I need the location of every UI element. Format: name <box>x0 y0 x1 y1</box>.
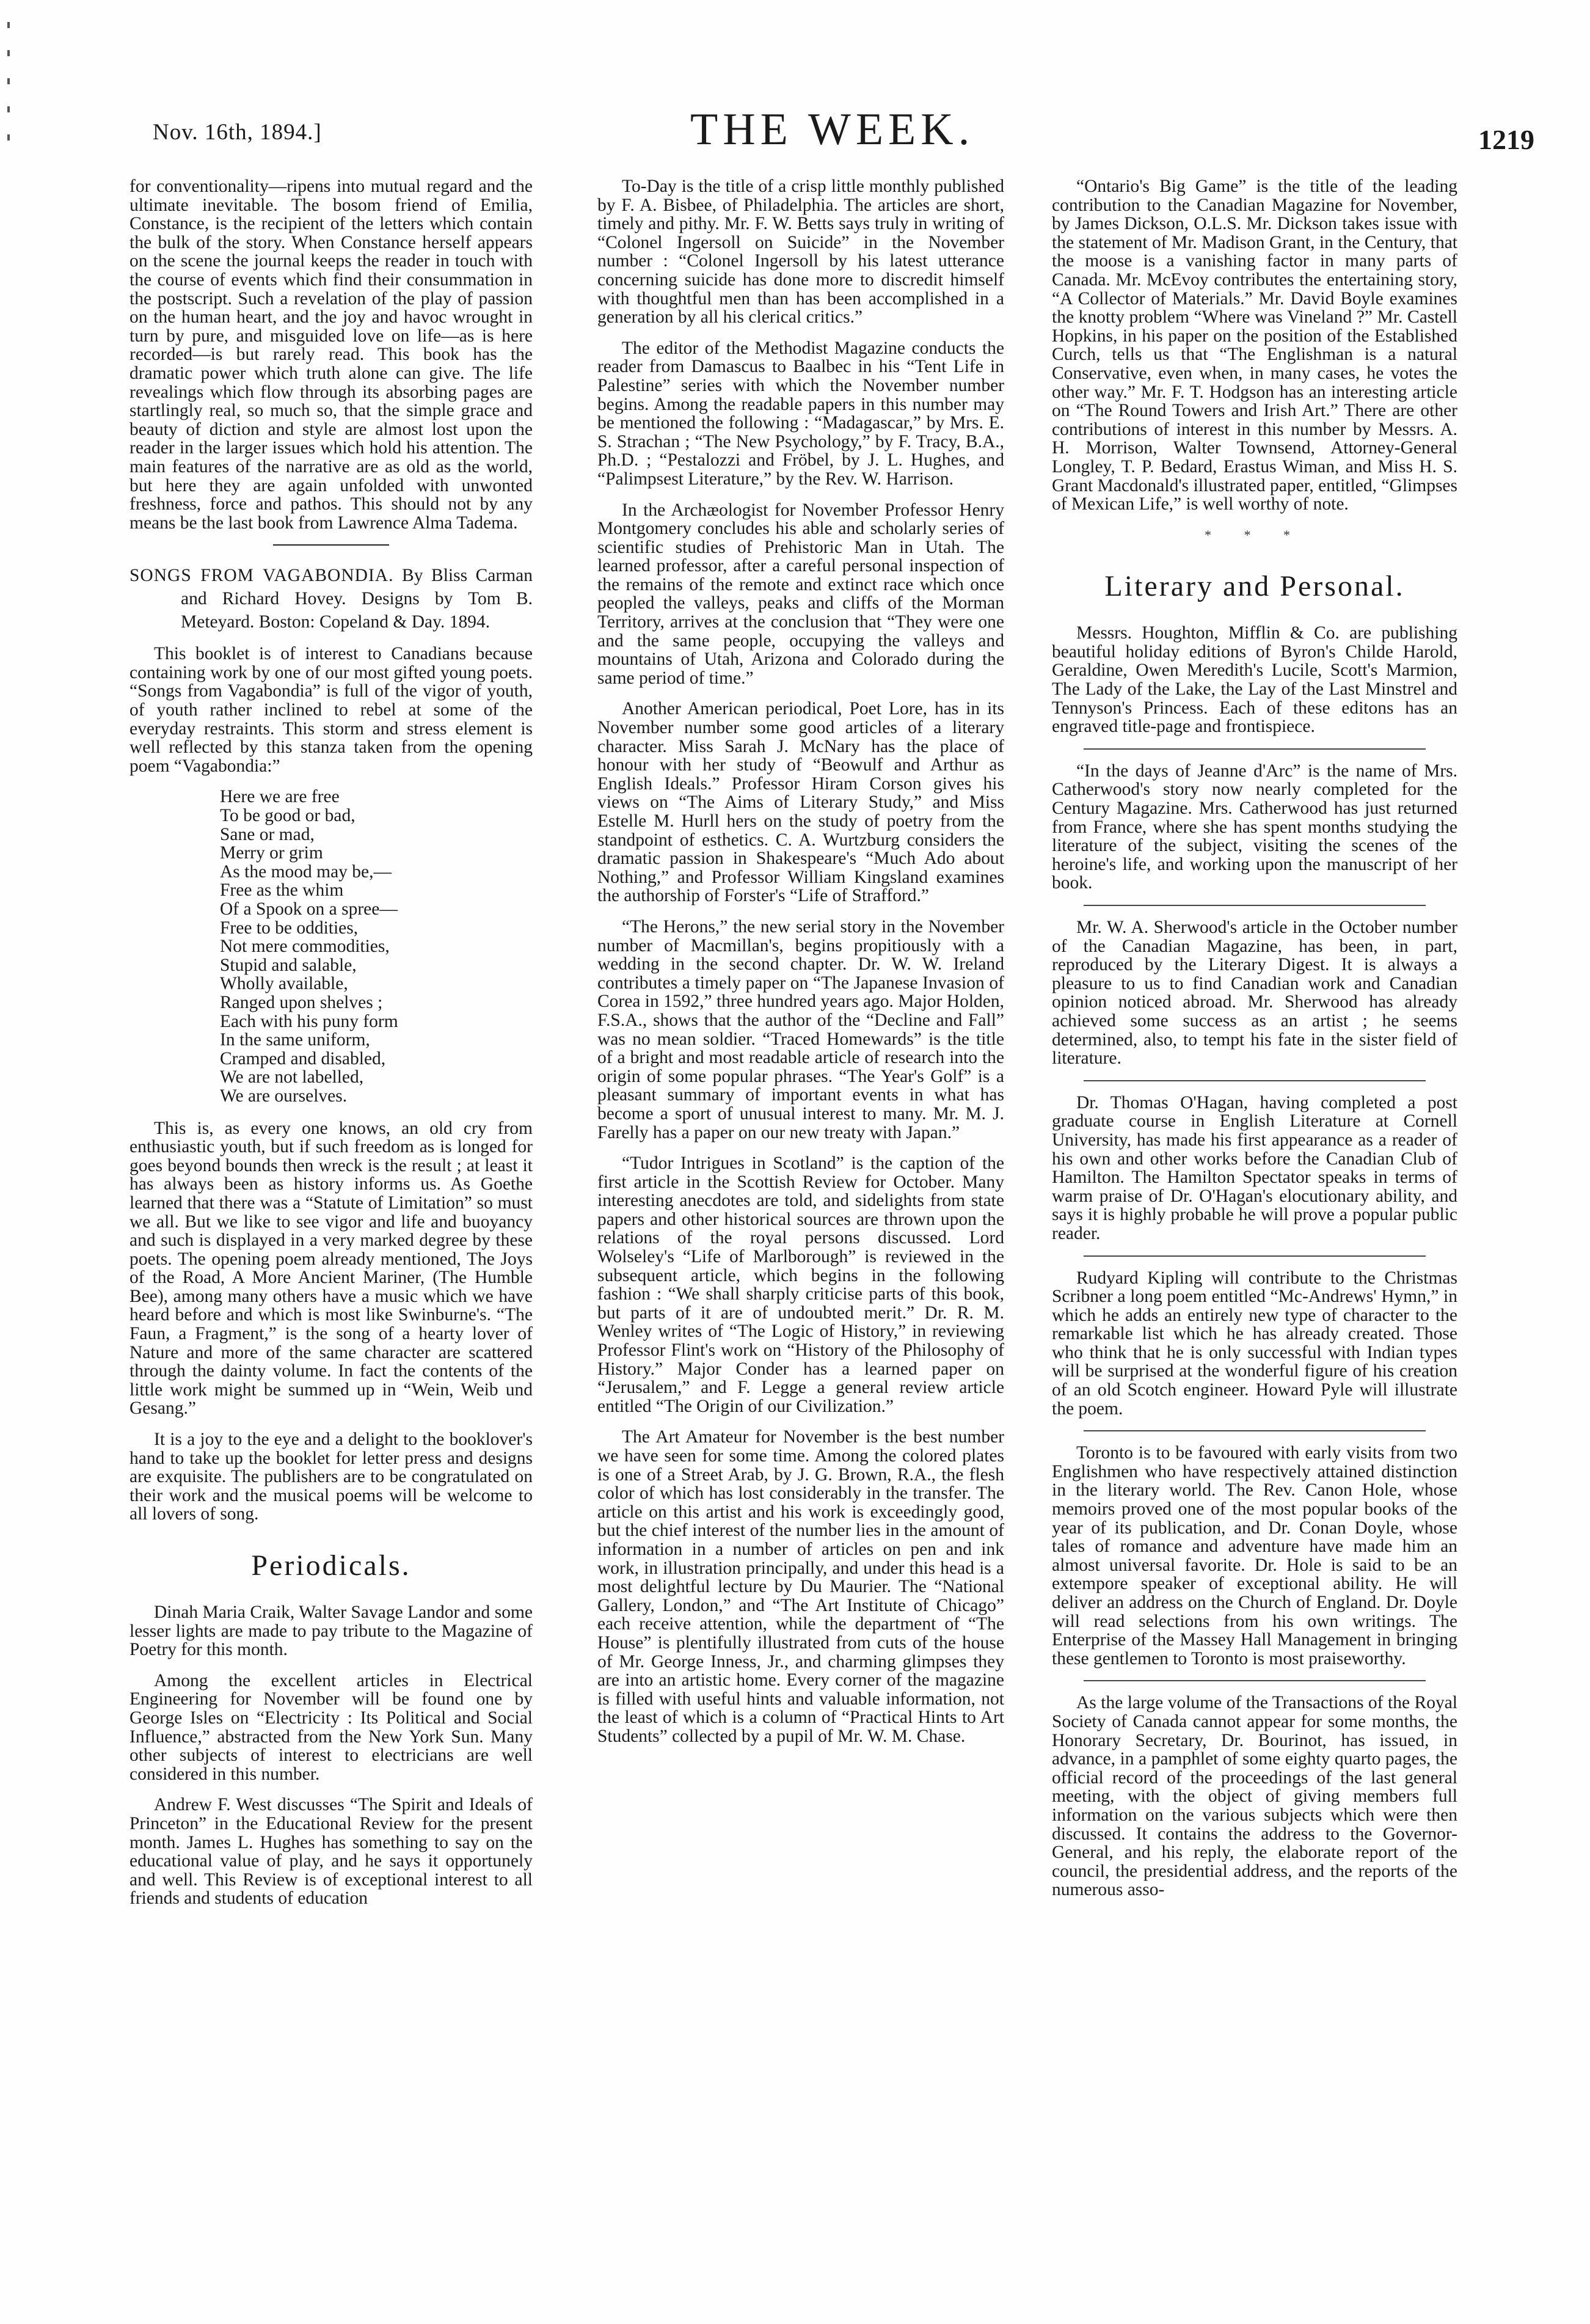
poem-line: Of a Spook on a spree— <box>220 899 398 919</box>
paragraph: “In the days of Jeanne d'Arc” is the name of Mrs. Catherwood's story now nearly completed for the Century Magazine. Mrs. Catherwood has just returned from France, where she has spent months studying the literature of the subject, visiting the scenes of the heroine's life, and working upon the manuscript of her book. <box>1052 761 1457 893</box>
paragraph: Mr. W. A. Sherwood's article in the October number of the Canadian Magazine, has been, in part, reproduced by the Literary Digest. It is always a pleasure to us to find Canadian work and Canadian opinion noticed abroad. Mr. Sherwood has already achieved some success as an artist ; he seems determined, also, to tempt his fate in the sister field of literature. <box>1052 918 1457 1069</box>
paragraph: Among the excellent articles in Electrical Engineering for November will be found one by George Isles on “Electricity : Its Political and Social Influence,” abstracted from the New York Sun. Many other subjects of interest to electricians are well considered in this number. <box>129 1670 533 1784</box>
section-heading-periodicals: Periodicals. <box>251 1549 411 1582</box>
poem-line: Not mere commodities, <box>220 937 390 957</box>
poem-line: Stupid and salable, <box>220 955 357 975</box>
divider <box>1084 748 1426 750</box>
poem-line: Free as the whim <box>220 880 344 901</box>
column-3 <box>1052 177 1457 1912</box>
poem-line: Free to be oddities, <box>220 918 359 938</box>
paragraph: The Art Amateur for November is the best number we have seen for some time. Among the colored plates is one of a Street Arab, by J. G. Brown, R.A., the flesh color of which has lost considerably in the transfer. The article on this artist and his work is exceedingly good, but the chief interest of the number lies in the amount of information in a number of articles on pen and ink work, in illustration principally, and under this head is a most delightful lecture by Du Maurier. The “National Gallery, London,” and “The Art Institute of Chicago” each receive attention, while the department of “The House” is plentifully illustrated from cuts of the house of Mr. George Inness, Jr., and charming glimpses they are into an artistic home. Every corner of the magazine is filled with useful hints and valuable information, not the least of which is a column of “Practical Hints to Art Students” collected by a pupil of Mr. W. M. Chase. <box>597 1427 1004 1746</box>
poem-line: Wholly available, <box>220 974 348 994</box>
paragraph: This is, as every one knows, an old cry from enthusiastic youth, but if such freedom as is longed for goes beyond bounds then wreck is the result ; at least it has always been as history informs us. As Goethe learned that there was a “Statute of Limitation” so must we all. But we like to see vigor and life and buoyancy and such is displayed in a very marked degree by these poets. The opening poem already mentioned, The Joys of the Road, A More Ancient Mariner, (The Humble Bee), among many others have a music which we have heard before and which is most like Swinburne's. “The Faun, a Fragment,” is the song of a hearty lover of Nature and more of the same character are scattered through the dainty volume. In fact the contents of the little work might be summed up in “Wein, Weib und Gesang.” <box>129 1118 533 1419</box>
divider <box>1084 905 1426 906</box>
paragraph: Another American periodical, Poet Lore, has in its November number some good articles of a literary character. Miss Sarah J. McNary has the place of honour with her study of “Beowulf and Arthur as English Ideals.” Professor Hiram Corson gives his views on “The Aims of Literary Study,” and Miss Estelle M. Hurll hers on the study of poetry from the standpoint of esthetics. C. A. Wurtzburg considers the dramatic passion in Shakespeare's “Much Ado about Nothing,” and Professor William Kingsland examines the authorship of Forster's “Life of Strafford.” <box>597 699 1004 906</box>
poem-line: Merry or grim <box>220 843 323 863</box>
paragraph: “Tudor Intrigues in Scotland” is the caption of the first article in the Scottish Review for October. Many interesting anecdotes are told, and sidelights from state papers and other historical sources are thrown upon the relations of the royal persons discussed. Lord Wolseley's “Life of Marlborough” is reviewed in the subsequent article, which begins in the following fashion : “We shall sharply criticise parts of this book, but parts of it are of undoubted merit.” Dr. R. M. Wenley writes of “The Logic of History,” in reviewing Professor Flint's work on “History of the Philosophy of History.” Major Conder has a learned paper on “Jerusalem,” and F. Legge a general review article entitled “The Origin of our Civilization.” <box>597 1153 1004 1416</box>
divider <box>1084 1430 1426 1431</box>
poem-line: Sane or mad, <box>220 824 315 844</box>
paragraph: “The Herons,” the new serial story in the November number of Macmillan's, begins propitiously with a wedding in the second chapter. Dr. W. W. Ireland contributes a timely paper on “The Japanese Invasion of Corea in 1592,” three hundred years ago. Major Holden, F.S.A., shows that the author of the “Decline and Fall” was no mean soldier. “Traced Homewards” is the title of a bright and most readable article of research into the origin of some popular phrases. “The Year's Golf” is a pleasant summary of important events in what has become a sport of unusual interest to many. Mr. M. J. Farelly has a paper on our new treaty with Japan.” <box>597 916 1004 1142</box>
poem-line: To be good or bad, <box>220 806 356 826</box>
paragraph: Messrs. Houghton, Mifflin & Co. are publishing beautiful holiday editions of Byron's Childe Harold, Geraldine, Owen Meredith's Lucile, Scott's Marmion, The Lady of the Lake, the Lay of the Last Minstrel and Tennyson's Princess. Each of these editons has an engraved title-page and frontispiece. <box>1052 623 1457 737</box>
divider <box>1084 1680 1426 1681</box>
book-info: By Bliss Carman and Richard Hovey. Designs by Tom B. Meteyard. Boston: Copeland & Day. 1894. <box>181 566 533 632</box>
poem-stanza <box>220 787 533 1105</box>
paragraph: Rudyard Kipling will contribute to the Christmas Scribner a long poem entitled “Mc-Andrews' Hymn,” in which he adds an entirely new type of character to the remarkable list which he has already created. Those who think that he is only successful with Indian types will be surprised at the wonderful figure of his creation of an old Scotch engineer. Howard Pyle will illustrate the poem. <box>1052 1268 1457 1419</box>
review-continuation: for conventionality—ripens into mutual regard and the ultimate inevitable. The bosom friend of Emilia, Constance, is the recipient of the letters which contain the bulk of the story. When Constance herself appears on the scene the journal keeps the reader in touch with the course of events which find their consummation in the postscript. Such a revelation of the play of passion on the human heart, and the joy and havoc wrought in turn by pure, and misguided love on life—as is here recorded—is but rarely read. This book has the dramatic power which truth alone can give. The life revealings which flow through its absorbing pages are startlingly real, so much so, that the simple grace and beauty of diction and style are almost lost upon the reader in the larger issues which hold his attention. The main features of the narrative are as old as the world, but here they are again unfolded with unwonted freshness, force and pathos. This should not by any means be the last book from Lawrence Alma Tadema. <box>129 177 533 533</box>
paragraph: This booklet is of interest to Canadians because containing work by one of our most gifted young poets. “Songs from Vagabondia” is full of the vigor of youth, of youth rather inclined to rebel at some of the everyday restraints. This storm and stress element is well reflected by this stanza taken from the opening poem “Vagabondia:” <box>129 644 533 776</box>
divider <box>1084 1255 1426 1257</box>
book-review-heading <box>129 564 533 634</box>
divider <box>273 544 389 546</box>
page-header <box>0 0 1590 159</box>
section-heading-literary: Literary and Personal. <box>1104 570 1405 603</box>
poem-line: In the same uniform, <box>220 1030 370 1050</box>
paragraph: It is a joy to the eye and a delight to the booklover's hand to take up the booklet for letter press and designs are exquisite. The publishers are to be congratulated on their work and the musical poems will be welcome to all lovers of song. <box>129 1430 533 1524</box>
poem-line: We are ourselves. <box>220 1086 348 1106</box>
paragraph: In the Archæologist for November Professor Henry Montgomery concludes his able and scholarly series of scientific studies of Prehistoric Man in Utah. The learned professor, after a careful personal inspection of the remains of the remote and extinct race which once peopled the valleys, peaks and cliffs of the Morman Territory, arrives at the conclusion that “They were one and the same people, occupying the valleys and mountains of Utah, Arizona and Colorado during the same period of time.” <box>597 500 1004 688</box>
paragraph: The editor of the Methodist Magazine conducts the reader from Damascus to Baalbec in his “Tent Life in Palestine” series with which the November number begins. Among the readable papers in this number may be mentioned the following : “Madagascar,” by Mrs. E. S. Strachan ; “The New Psychology,” by F. Tracy, B.A., Ph.D. ; “Pestalozzi and Fröbel, by J. L. Hughes, and “Palimpsest Literature,” by the Rev. W. Harrison. <box>597 338 1004 489</box>
journal-title: THE WEEK. <box>690 104 975 155</box>
paragraph: Dr. Thomas O'Hagan, having completed a post graduate course in English Literature at Cornell University, has made his first appearance as a reader of his own and other works before the Canadian Club of Hamilton. The Hamilton Spectator speaks in terms of warm praise of Dr. O'Hagan's elocutionary ability, and says it is highly probable he will prove a popular public reader. <box>1052 1092 1457 1243</box>
poem-line: As the mood may be,— <box>220 861 392 882</box>
paragraph: “Ontario's Big Game” is the title of the leading contribution to the Canadian Magazine for November, by James Dickson, O.L.S. Mr. Dickson takes issue with the statement of Mr. Madison Grant, in the Century, that the moose is a vanishing factor in many parts of Canada. Mr. McEvoy contributes the entertaining story, “A Collector of Materials.” Mr. David Boyle examines the knotty problem “Where was Vineland ?” Mr. Castell Hopkins, in his paper on the position of the Established Curch, tells us that “The Englishman is a natural Conservative, even when, in many cases, he votes the other way.” Mr. F. T. Hodgson has an interesting article on “The Round Towers and Irish Art.” There are other contributions of interest in this number by Messrs. A. H. Morrison, Walter Townsend, Attorney-General Longley, T. P. Bedard, Erastus Wiman, and Miss H. S. Grant Macdonald's illustrated paper, entitled, “Glimpses of Mexican Life,” is well worthy of note. <box>1052 177 1457 514</box>
paragraph: As the large volume of the Transactions of the Royal Society of Canada cannot appear for some months, the Honorary Secretary, Dr. Bourinot, has issued, in advance, in a pamphlet of some eighty quarto pages, the official record of the proceedings of the last general meeting, with the object of giving members full information on the various subjects which were then discussed. It contains the address to the Governor-General, and his reply, the elaborate report of the council, the presidential address, and the reports of the numerous asso- <box>1052 1693 1457 1900</box>
poem-line: Cramped and disabled, <box>220 1048 386 1069</box>
poem-line: Ranged upon shelves ; <box>220 992 383 1012</box>
asterism-divider: * * * <box>1205 527 1305 543</box>
poem-line: Each with his puny form <box>220 1011 398 1031</box>
page-number: 1219 <box>1478 124 1534 155</box>
paragraph: Dinah Maria Craik, Walter Savage Landor and some lesser lights are made to pay tribute to the Magazine of Poetry for this month. <box>129 1602 533 1660</box>
poem-line: We are not labelled, <box>220 1067 364 1087</box>
poem-line: Here we are free <box>220 787 340 807</box>
paragraph: Toronto is to be favoured with early visits from two Englishmen who have respectively attained distinction in the literary world. The Rev. Canon Hole, whose memoirs proved one of the most popular books of the year of its publication, and Dr. Conan Doyle, whose tales of romance and adventure have made him an almost universal favorite. Dr. Hole is said to be an extempore speaker of exceptional ability. He will deliver an address on the Church of England. Dr. Doyle will read selections from his own writings. The Enterprise of the Massey Hall Management in bringing these gentlemen to Toronto is most praiseworthy. <box>1052 1443 1457 1668</box>
divider <box>1084 1080 1426 1081</box>
paragraph: To-Day is the title of a crisp little monthly published by F. A. Bisbee, of Philadelphia. The articles are short, timely and pithy. Mr. F. W. Betts says truly in writing of “Colonel Ingersoll on Suicide” in the November number : “Colonel Ingersoll by his latest utterance concerning suicide has done more to discredit himself with thoughtful men than has been accomplished in a generation by all his clerical critics.” <box>597 177 1004 327</box>
column-2 <box>597 177 1004 1758</box>
column-1 <box>129 177 533 1920</box>
book-title: SONGS FROM VAGABONDIA. <box>129 566 394 586</box>
paragraph: Andrew F. West discusses “The Spirit and Ideals of Princeton” in the Educational Review for the present month. James L. Hughes has something to say on the educational value of play, and he says it opportunely and well. This Review is of exceptional interest to all friends and students of education <box>129 1795 533 1909</box>
issue-date: Nov. 16th, 1894.] <box>153 120 322 145</box>
